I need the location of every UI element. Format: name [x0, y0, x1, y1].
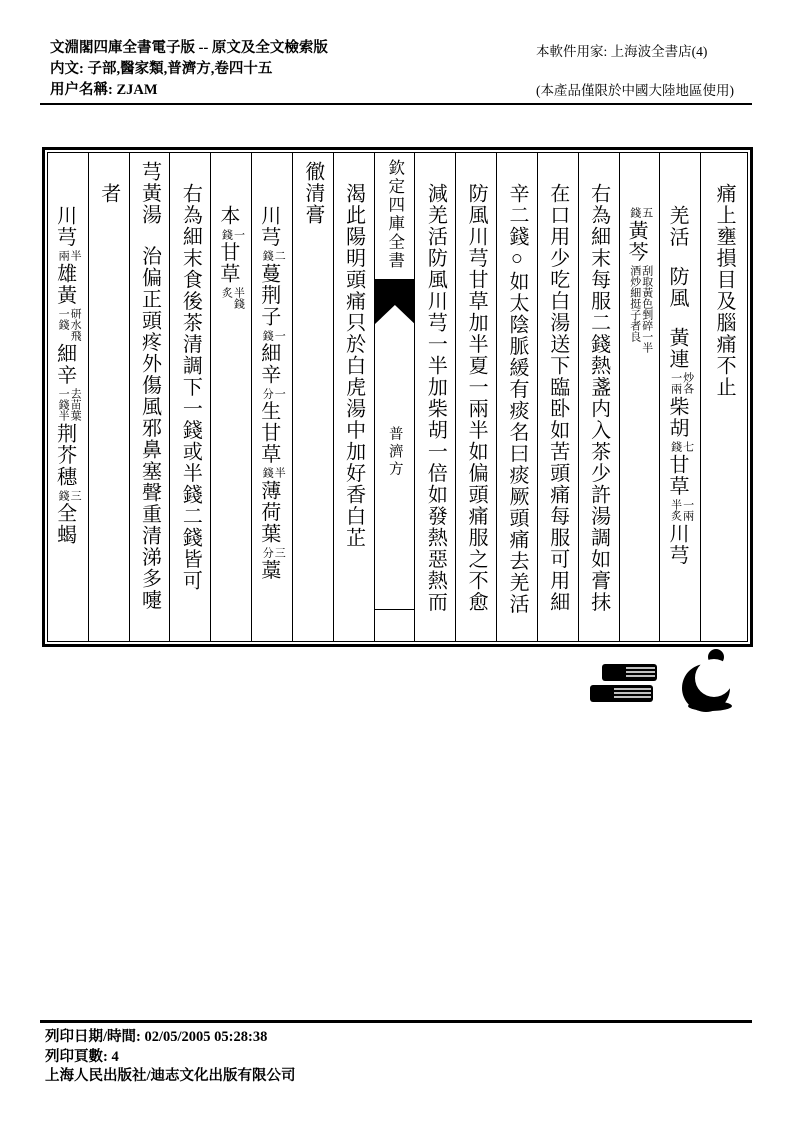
small-annotation: 半 錢 — [261, 467, 286, 478]
text-column-16 — [89, 153, 130, 641]
text-column-2 — [660, 153, 701, 641]
text-column-5 — [538, 153, 579, 641]
print-datetime: 列印日期/時間: 02/05/2005 05:28:38 — [45, 1029, 268, 1045]
small-annotation: 炒各 一兩 — [669, 372, 694, 394]
ink-brush-logo-icon — [676, 644, 740, 719]
banxin-column — [375, 153, 416, 641]
small-annotation: 三 分 — [261, 546, 286, 558]
footer-divider — [40, 1020, 752, 1023]
vertical-text: 防風川芎甘草加半夏一兩半如偏頭痛服之不愈 — [465, 183, 488, 613]
licensee: 本軟件用家: 上海波全書店(4) — [536, 44, 708, 59]
text-column-15 — [130, 153, 171, 641]
vertical-text: 痛上壅損目及腦痛不止 — [713, 183, 736, 398]
text-column-13 — [211, 153, 252, 641]
vertical-text: 五 錢 黃芩 刮取黃色剉碎一半 酒炒細挺子者良 — [625, 207, 653, 353]
vertical-text: 川芎 二 錢 蔓荆子 一 錢 細辛 一 分 生甘草 半 錢 薄荷葉 三 分 藁 — [257, 205, 286, 581]
text-column-17 — [48, 153, 89, 641]
small-annotation: 二 錢 — [261, 250, 286, 261]
small-annotation: 七 錢 — [669, 441, 694, 452]
vertical-text: 右為細末食後茶清調下一錢或半錢二錢皆可 — [179, 183, 202, 592]
small-annotation: 五 錢 — [628, 207, 653, 218]
text-column-8 — [415, 153, 456, 641]
vertical-text: 辛二錢○如太陰脈緩有痰名曰痰厥頭痛去羌活 — [505, 183, 528, 615]
text-column-6 — [497, 153, 538, 641]
text-column-10 — [334, 153, 375, 641]
vertical-text: 徹清膏 — [301, 161, 324, 226]
header-right — [536, 42, 734, 101]
manuscript-frame — [42, 147, 753, 647]
header-divider — [40, 103, 752, 105]
vertical-text: 羌活防風黃連 炒各 一兩 柴胡 七 錢 甘草 一兩 半炙 川芎 — [665, 205, 694, 566]
text-column-7 — [456, 153, 497, 641]
small-annotation: 去苗葉 一錢半 — [57, 388, 82, 421]
small-annotation: 一 錢 — [220, 228, 245, 240]
text-column-11 — [293, 153, 334, 641]
header-left — [50, 38, 328, 101]
small-annotation: 一 錢 — [261, 329, 286, 341]
small-annotation: 半錢 炙 — [220, 286, 245, 309]
content-path: 内文: 子部,醫家類,普濟方,卷四十五 — [50, 61, 273, 77]
text-column-12 — [252, 153, 293, 641]
footer — [45, 1028, 296, 1087]
vertical-text: 者 — [97, 183, 120, 205]
text-column-4 — [579, 153, 620, 641]
small-annotation: 研水飛 一錢 — [57, 308, 82, 341]
user-name: 用户名稱: ZJAM — [50, 82, 158, 98]
vertical-text: 減羌活防風川芎一半加柴胡一倍如發熱惡熱而 — [424, 183, 447, 613]
text-columns — [47, 152, 748, 642]
text-column-1 — [701, 153, 747, 641]
small-annotation: 三 錢 — [57, 489, 82, 501]
vertical-text: 右為細末每服二錢熱盞内入茶少許湯調如膏抹 — [587, 183, 610, 613]
text-column-14 — [170, 153, 211, 641]
small-annotation: 半 兩 — [57, 250, 82, 261]
vertical-text: 在口用少吃白湯送下臨卧如苦頭痛每服可用細 — [546, 183, 569, 613]
banxin-book-title: 普濟方 — [386, 426, 403, 479]
small-annotation: 一 分 — [261, 387, 286, 399]
license-note: (本產品僅限於中國大陸地區使用) — [536, 83, 734, 98]
small-annotation: 一兩 半炙 — [669, 499, 694, 521]
stacked-books-logo-icon — [586, 660, 662, 717]
edition-title: 文淵閣四庫全書電子版 -- 原文及全文檢索版 — [50, 40, 328, 56]
banxin-series-title: 欽定四庫全書 — [385, 159, 405, 270]
fishtail-mark-icon — [375, 279, 415, 326]
banxin-page-box — [375, 609, 415, 641]
print-page-count: 列印頁數: 4 — [45, 1048, 119, 1065]
text-column-3 — [620, 153, 661, 641]
publisher: 上海人民出版社/迪志文化出版有限公司 — [45, 1068, 296, 1084]
small-annotation: 刮取黃色剉碎一半 酒炒細挺子者良 — [628, 265, 653, 353]
vertical-text: 芎黃湯治偏正頭疼外傷風邪鼻塞聲重清涕多嚏 — [138, 161, 161, 611]
vertical-text: 渴此陽明頭痛只於白虎湯中加好香白芷 — [342, 183, 365, 549]
vertical-text: 本 一 錢 甘草 半錢 炙 — [216, 205, 245, 309]
vertical-text: 川芎 半 兩 雄黃 研水飛 一錢 細辛 去苗葉 一錢半 荆芥穗 三 錢 全蝎 — [53, 205, 82, 546]
